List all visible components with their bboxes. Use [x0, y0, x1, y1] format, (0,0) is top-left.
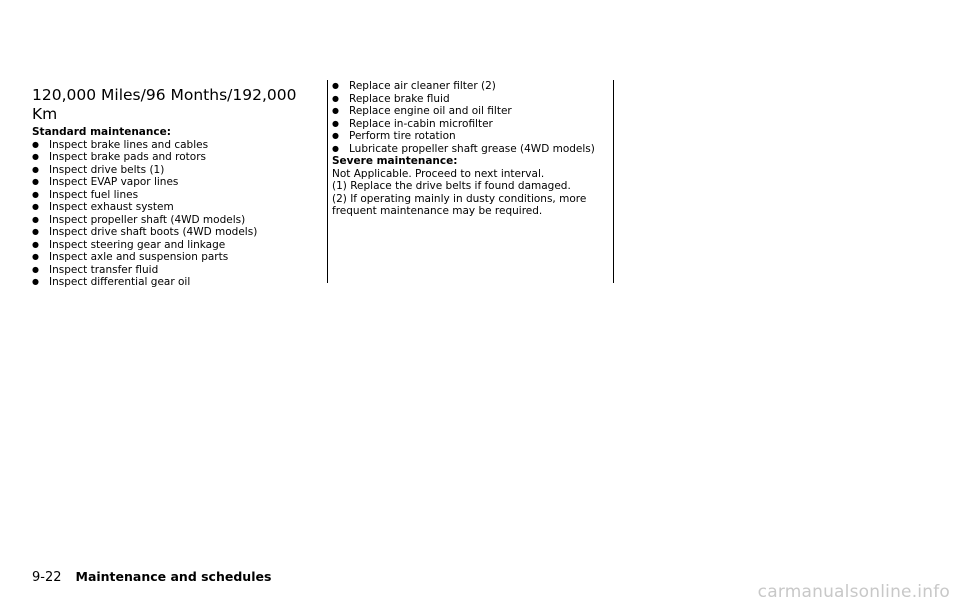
list-item: ● Inspect transfer fluid: [32, 264, 322, 277]
severe-maintenance-text: Not Applicable. Proceed to next interval.: [332, 167, 545, 180]
list-item: ● Inspect EVAP vapor lines: [32, 176, 322, 189]
list-item: ● Inspect propeller shaft (4WD models): [32, 214, 322, 227]
column-divider-left: [327, 80, 328, 283]
severe-maintenance-heading: Severe maintenance:: [332, 155, 458, 167]
list-item: ● Inspect brake lines and cables: [32, 139, 322, 152]
list-item: ● Lubricate propeller shaft grease (4WD models): [332, 143, 612, 156]
standard-maintenance-list: [32, 139, 322, 289]
page-footer: [32, 569, 271, 585]
page-number: 9-22: [32, 570, 62, 585]
list-item: ● Inspect axle and suspension parts: [32, 251, 322, 264]
list-item: ● Perform tire rotation: [332, 130, 612, 143]
standard-maintenance-list-continued: [332, 80, 612, 155]
list-item: ● Inspect steering gear and linkage: [32, 239, 322, 252]
watermark: carmanualsonline.info: [757, 582, 950, 602]
section-title: 120,000 Miles/96 Months/192,000 Km: [32, 86, 297, 123]
list-item: ● Inspect brake pads and rotors: [32, 151, 322, 164]
list-item: ● Inspect fuel lines: [32, 189, 322, 202]
standard-maintenance-heading: Standard maintenance:: [32, 126, 171, 138]
list-item: ● Replace in-cabin microfilter: [332, 118, 612, 131]
list-item: ● Inspect exhaust system: [32, 201, 322, 214]
column-divider-right: [613, 80, 614, 283]
list-item: ● Inspect drive shaft boots (4WD models): [32, 226, 322, 239]
list-item: ● Replace air cleaner filter (2): [332, 80, 612, 93]
footer-section-title: Maintenance and schedules: [75, 569, 272, 584]
footnote-1: (1) Replace the drive belts if found damaged.: [332, 180, 571, 192]
list-item: ● Replace engine oil and oil filter: [332, 105, 612, 118]
list-item: ● Inspect differential gear oil: [32, 276, 322, 289]
column-right: [332, 80, 612, 218]
footnote-2: (2) If operating mainly in dusty conditions, more frequent maintenance may be required.: [332, 192, 587, 217]
list-item: ● Replace brake fluid: [332, 93, 612, 106]
column-left: [32, 80, 322, 289]
list-item: ● Inspect drive belts (1): [32, 164, 322, 177]
